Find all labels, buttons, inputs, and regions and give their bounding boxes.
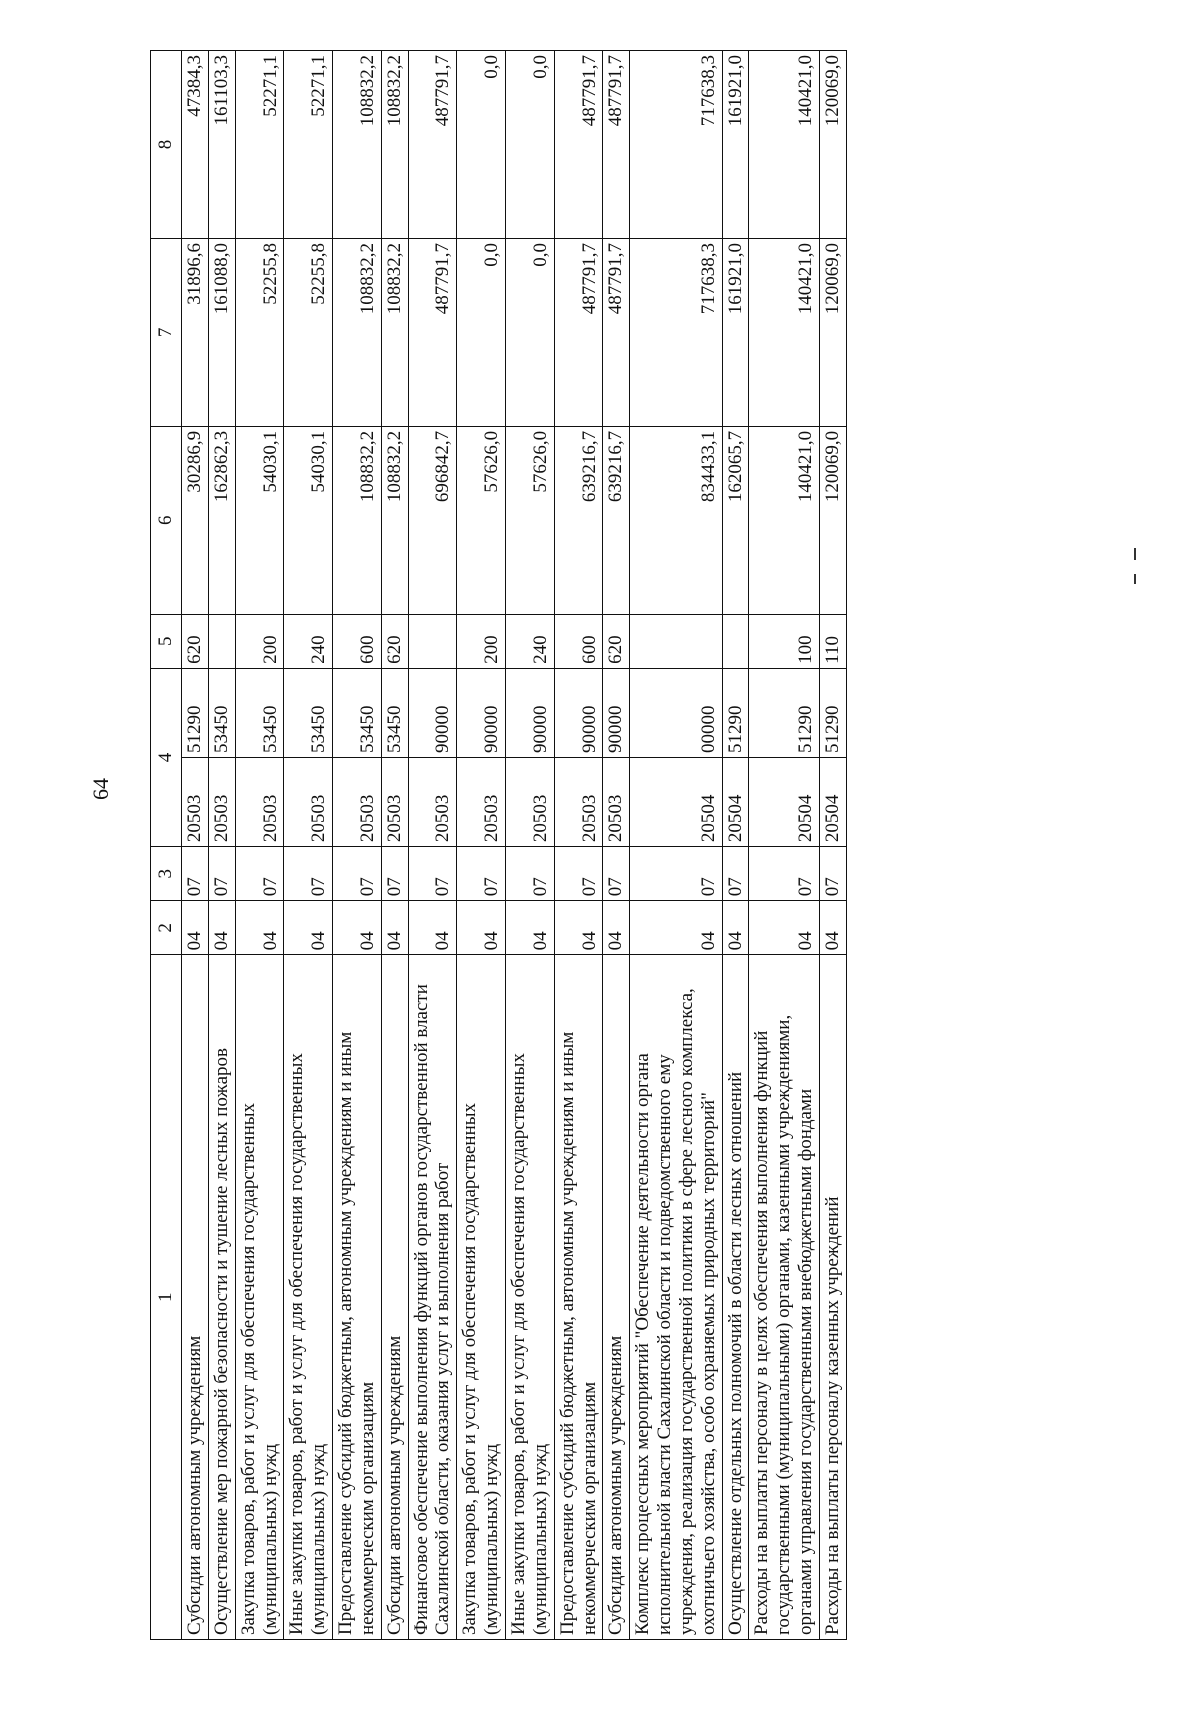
row-section-cell: 04 (749, 901, 820, 955)
row-section-cell: 04 (182, 901, 209, 955)
row-amount-col8-cell: 47384,3 (182, 51, 209, 239)
scan-mark (1134, 574, 1136, 584)
row-section-cell: 04 (235, 901, 284, 955)
row-amount-col6-cell: 54030,1 (235, 426, 284, 614)
row-subsection-cell: 07 (235, 847, 284, 901)
row-amount-col8-cell: 717638,3 (630, 51, 722, 239)
row-amount-col7-cell: 31896,6 (182, 238, 209, 426)
row-amount-col7-cell: 108832,2 (381, 238, 408, 426)
row-program-code-cell: 20504 (749, 757, 820, 846)
row-direction-code-cell: 90000 (554, 668, 603, 757)
rotated-page-content (150, 50, 1100, 1640)
row-program-code-cell: 20503 (208, 757, 235, 846)
table-row (182, 51, 209, 1640)
row-section-cell: 04 (208, 901, 235, 955)
row-amount-col8-cell: 161921,0 (722, 51, 749, 239)
header-row (151, 51, 182, 1640)
row-name-cell: Осуществление отдельных полномочий в области лесных отношений (722, 955, 749, 1640)
row-direction-code-cell: 90000 (603, 668, 630, 757)
row-amount-col8-cell: 0,0 (505, 51, 554, 239)
row-direction-code-cell: 53450 (208, 668, 235, 757)
row-amount-col7-cell: 161921,0 (722, 238, 749, 426)
row-subsection-cell: 07 (819, 847, 846, 901)
row-program-code-cell: 20503 (182, 757, 209, 846)
row-expense-type-cell: 600 (554, 614, 603, 668)
row-expense-type-cell: 240 (284, 614, 333, 668)
row-amount-col8-cell: 120069,0 (819, 51, 846, 239)
row-amount-col7-cell: 52255,8 (284, 238, 333, 426)
row-expense-type-cell: 200 (457, 614, 506, 668)
row-subsection-cell: 07 (722, 847, 749, 901)
row-program-code-cell: 20503 (505, 757, 554, 846)
row-amount-col8-cell: 487791,7 (603, 51, 630, 239)
col-header-3: 3 (151, 847, 182, 901)
row-direction-code-cell: 51290 (722, 668, 749, 757)
table-row (333, 51, 382, 1640)
row-subsection-cell: 07 (284, 847, 333, 901)
row-expense-type-cell: 110 (819, 614, 846, 668)
row-expense-type-cell (630, 614, 722, 668)
row-amount-col7-cell: 0,0 (505, 238, 554, 426)
row-amount-col6-cell: 696842,7 (408, 426, 457, 614)
row-expense-type-cell: 600 (333, 614, 382, 668)
row-direction-code-cell: 53450 (235, 668, 284, 757)
row-name-cell: Расходы на выплаты персоналу в целях обеспечения выполнения функций государственными (муниципальными) органами, казенными учреждениями, органами управления государственными внебюджетными фондами (749, 955, 820, 1640)
row-name-cell: Предоставление субсидий бюджетным, автономным учреждениям и иным некоммерческим организациям (554, 955, 603, 1640)
row-section-cell: 04 (284, 901, 333, 955)
row-amount-col8-cell: 161103,3 (208, 51, 235, 239)
row-subsection-cell: 07 (182, 847, 209, 901)
row-amount-col6-cell: 57626,0 (505, 426, 554, 614)
row-amount-col7-cell: 487791,7 (408, 238, 457, 426)
row-section-cell: 04 (722, 901, 749, 955)
row-amount-col6-cell: 54030,1 (284, 426, 333, 614)
row-amount-col6-cell: 834433,1 (630, 426, 722, 614)
row-program-code-cell: 20504 (819, 757, 846, 846)
row-name-cell: Субсидии автономным учреждениям (182, 955, 209, 1640)
row-name-cell: Иные закупки товаров, работ и услуг для обеспечения государственных (муниципальных) нужд (505, 955, 554, 1640)
row-subsection-cell: 07 (630, 847, 722, 901)
row-section-cell: 04 (603, 901, 630, 955)
row-subsection-cell: 07 (457, 847, 506, 901)
table-row (381, 51, 408, 1640)
row-section-cell: 04 (408, 901, 457, 955)
row-direction-code-cell: 53450 (333, 668, 382, 757)
table-row (235, 51, 284, 1640)
row-direction-code-cell: 51290 (819, 668, 846, 757)
table-row (630, 51, 722, 1640)
col-header-6: 6 (151, 426, 182, 614)
row-name-cell: Субсидии автономным учреждениям (603, 955, 630, 1640)
row-program-code-cell: 20503 (333, 757, 382, 846)
table-row (505, 51, 554, 1640)
row-amount-col7-cell: 120069,0 (819, 238, 846, 426)
table-row (457, 51, 506, 1640)
row-name-cell: Иные закупки товаров, работ и услуг для обеспечения государственных (муниципальных) нужд (284, 955, 333, 1640)
row-amount-col7-cell: 487791,7 (603, 238, 630, 426)
row-name-cell: Расходы на выплаты персоналу казенных учреждений (819, 955, 846, 1640)
row-amount-col6-cell: 120069,0 (819, 426, 846, 614)
row-amount-col6-cell: 162065,7 (722, 426, 749, 614)
row-program-code-cell: 20503 (457, 757, 506, 846)
row-program-code-cell: 20503 (381, 757, 408, 846)
row-section-cell: 04 (505, 901, 554, 955)
row-program-code-cell: 20504 (630, 757, 722, 846)
row-direction-code-cell: 51290 (749, 668, 820, 757)
row-expense-type-cell: 620 (182, 614, 209, 668)
row-subsection-cell: 07 (408, 847, 457, 901)
row-direction-code-cell: 53450 (381, 668, 408, 757)
row-expense-type-cell: 620 (381, 614, 408, 668)
row-amount-col8-cell: 52271,1 (235, 51, 284, 239)
row-subsection-cell: 07 (208, 847, 235, 901)
row-direction-code-cell: 90000 (457, 668, 506, 757)
table-row (408, 51, 457, 1640)
row-name-cell: Финансовое обеспечение выполнения функций органов государственной власти Сахалинской области, оказания услуг и выполнения работ (408, 955, 457, 1640)
row-expense-type-cell (208, 614, 235, 668)
row-program-code-cell: 20503 (603, 757, 630, 846)
row-amount-col6-cell: 30286,9 (182, 426, 209, 614)
row-section-cell: 04 (630, 901, 722, 955)
row-subsection-cell: 07 (505, 847, 554, 901)
row-expense-type-cell (408, 614, 457, 668)
row-amount-col6-cell: 57626,0 (457, 426, 506, 614)
row-direction-code-cell: 51290 (182, 668, 209, 757)
row-name-cell: Предоставление субсидий бюджетным, автономным учреждениям и иным некоммерческим организациям (333, 955, 382, 1640)
col-header-1: 1 (151, 955, 182, 1640)
row-direction-code-cell: 90000 (505, 668, 554, 757)
row-amount-col6-cell: 140421,0 (749, 426, 820, 614)
row-amount-col7-cell: 52255,8 (235, 238, 284, 426)
table-row (749, 51, 820, 1640)
row-amount-col8-cell: 487791,7 (554, 51, 603, 239)
table-row (208, 51, 235, 1640)
row-amount-col8-cell: 140421,0 (749, 51, 820, 239)
row-expense-type-cell: 240 (505, 614, 554, 668)
page-number: 64 (88, 778, 113, 800)
row-expense-type-cell: 100 (749, 614, 820, 668)
row-amount-col7-cell: 140421,0 (749, 238, 820, 426)
table-row (819, 51, 846, 1640)
row-amount-col7-cell: 487791,7 (554, 238, 603, 426)
col-header-4: 4 (151, 668, 182, 846)
row-program-code-cell: 20503 (554, 757, 603, 846)
row-program-code-cell: 20504 (722, 757, 749, 846)
row-direction-code-cell: 00000 (630, 668, 722, 757)
row-amount-col6-cell: 639216,7 (603, 426, 630, 614)
col-header-2: 2 (151, 901, 182, 955)
row-amount-col7-cell: 161088,0 (208, 238, 235, 426)
table-row (554, 51, 603, 1640)
budget-table (150, 50, 847, 1640)
row-amount-col8-cell: 487791,7 (408, 51, 457, 239)
row-amount-col6-cell: 639216,7 (554, 426, 603, 614)
row-program-code-cell: 20503 (235, 757, 284, 846)
row-amount-col7-cell: 108832,2 (333, 238, 382, 426)
col-header-5: 5 (151, 614, 182, 668)
table-row (722, 51, 749, 1640)
row-expense-type-cell: 200 (235, 614, 284, 668)
row-subsection-cell: 07 (603, 847, 630, 901)
col-header-7: 7 (151, 238, 182, 426)
row-amount-col6-cell: 162862,3 (208, 426, 235, 614)
row-amount-col6-cell: 108832,2 (381, 426, 408, 614)
row-name-cell: Субсидии автономным учреждениям (381, 955, 408, 1640)
row-program-code-cell: 20503 (408, 757, 457, 846)
row-expense-type-cell (722, 614, 749, 668)
row-amount-col8-cell: 108832,2 (333, 51, 382, 239)
row-name-cell: Осуществление мер пожарной безопасности и тушение лесных пожаров (208, 955, 235, 1640)
table-row (284, 51, 333, 1640)
row-amount-col7-cell: 717638,3 (630, 238, 722, 426)
row-program-code-cell: 20503 (284, 757, 333, 846)
row-amount-col8-cell: 0,0 (457, 51, 506, 239)
row-direction-code-cell: 90000 (408, 668, 457, 757)
row-section-cell: 04 (457, 901, 506, 955)
row-section-cell: 04 (819, 901, 846, 955)
row-amount-col7-cell: 0,0 (457, 238, 506, 426)
row-section-cell: 04 (333, 901, 382, 955)
row-name-cell: Закупка товаров, работ и услуг для обеспечения государственных (муниципальных) нужд (235, 955, 284, 1640)
row-amount-col8-cell: 108832,2 (381, 51, 408, 239)
table-body (182, 51, 847, 1640)
row-subsection-cell: 07 (333, 847, 382, 901)
row-name-cell: Комплекс процессных мероприятий "Обеспечение деятельности органа исполнительной власти Сахалинской области и подведомственного ему учреждения, реализация государственной политики в сфере лесного комплекса, охотничьего хозяйства, особо охраняемых природных территорий" (630, 955, 722, 1640)
row-amount-col6-cell: 108832,2 (333, 426, 382, 614)
row-amount-col8-cell: 52271,1 (284, 51, 333, 239)
row-section-cell: 04 (381, 901, 408, 955)
row-subsection-cell: 07 (381, 847, 408, 901)
scan-mark (1134, 548, 1136, 560)
row-expense-type-cell: 620 (603, 614, 630, 668)
table-row (603, 51, 630, 1640)
row-subsection-cell: 07 (554, 847, 603, 901)
col-header-8: 8 (151, 51, 182, 239)
row-name-cell: Закупка товаров, работ и услуг для обеспечения государственных (муниципальных) нужд (457, 955, 506, 1640)
row-direction-code-cell: 53450 (284, 668, 333, 757)
row-section-cell: 04 (554, 901, 603, 955)
row-subsection-cell: 07 (749, 847, 820, 901)
